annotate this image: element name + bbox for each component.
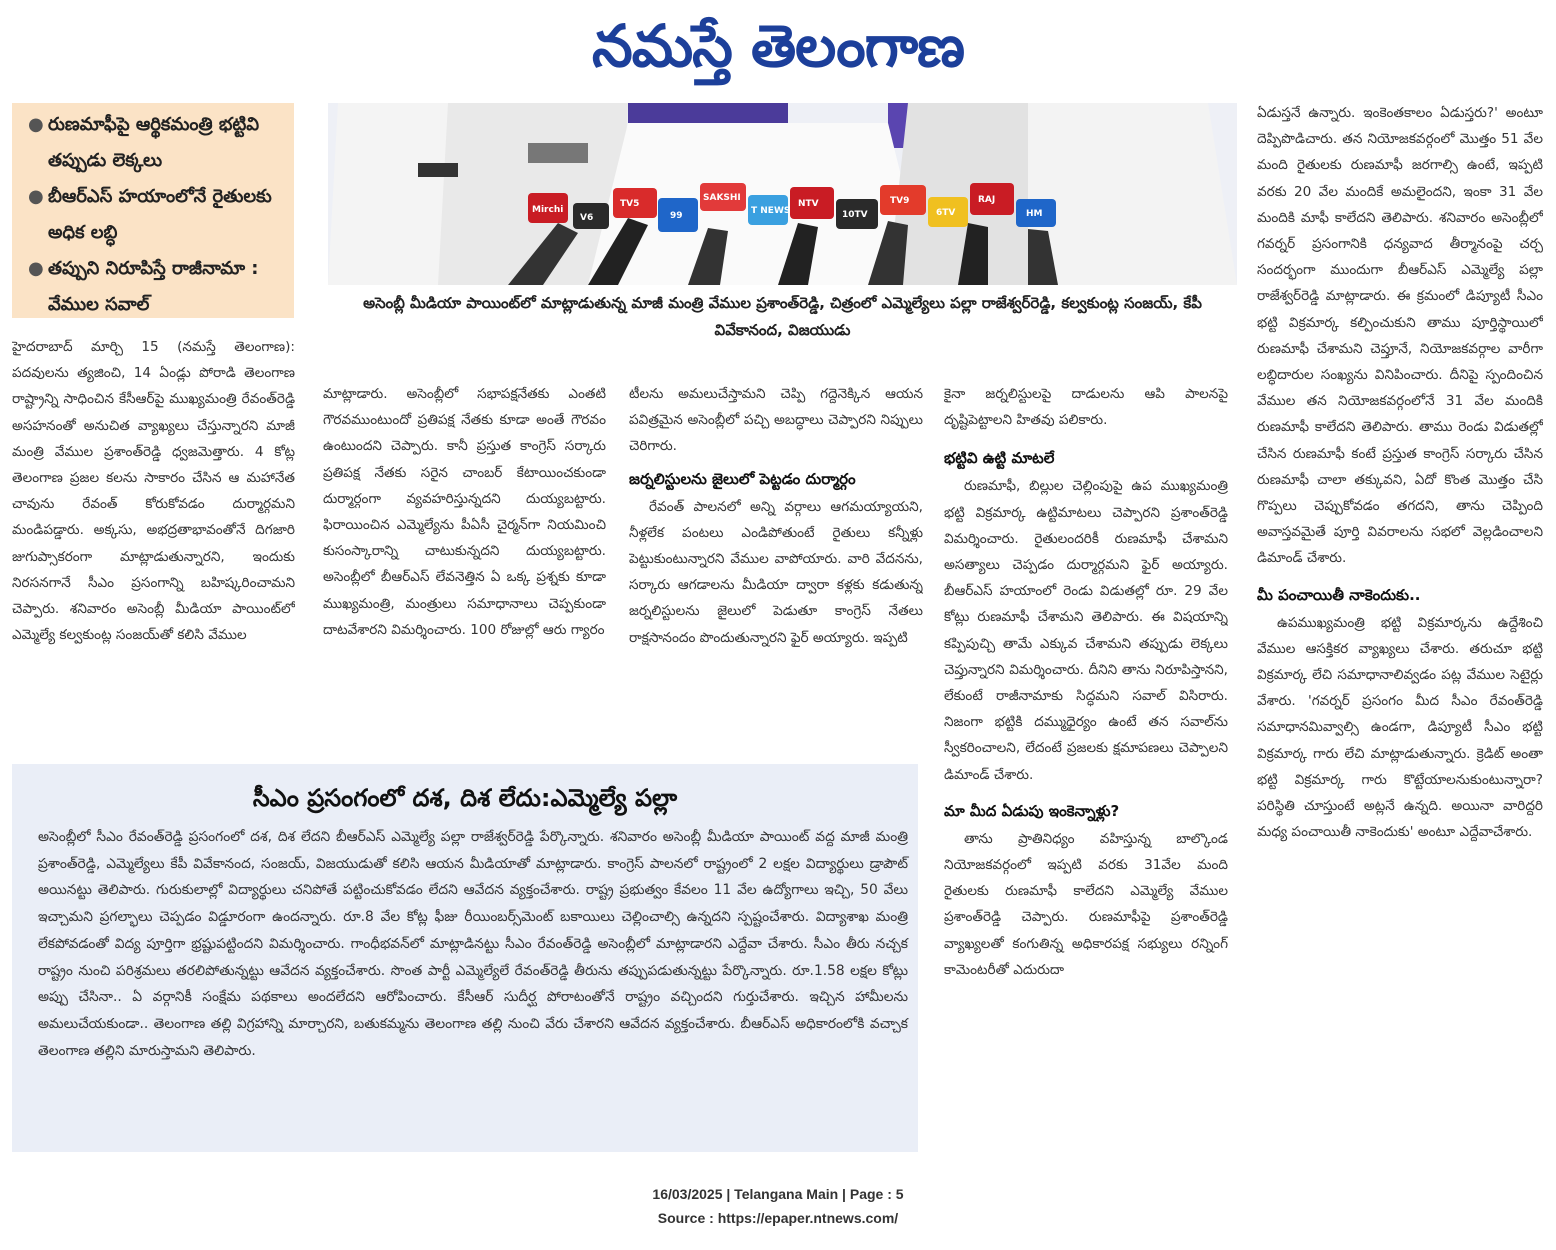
mic-label: TV9 (890, 196, 910, 206)
mic-label: 10TV (842, 210, 868, 220)
column-3-lead: టీలను అమలుచేస్తామని చెప్పి గద్దెనెక్కిన ఆయన పవిత్రమైన అసెంబ్లీలో పచ్చి అబద్ధాలు చెప్పారని నిప్పులు చెరిగారు. (629, 386, 923, 455)
article-column-1: హైదరాబాద్ మార్చి 15 (నమస్తే తెలంగాణ): పదవులను త్యజించి, 14 ఏండ్లు పోరాడి తెలంగాణ రాష్ట్రాన్ని సాధించిన కేసీఆర్‌పై ముఖ్యమంత్రి రేవంత్‌రెడ్డి అసహనంతో అనుచిత వ్యాఖ్యలు చేస్తున్నారని మాజీ మంత్రి వేముల ప్రశాంత్‌రెడ్డి ధ్వజమెత్తారు. 4 కోట్ల తెలంగాణ ప్రజల కలను సాకారం చేసిన ఆ మహానేత చావును రేవంత్ కోరుకోవడం దుర్మార్గమని మండిపడ్డారు. అక్కసు, అభద్రతాభావంతోనే దిగజారి జుగుప్సాకరంగా మాట్లాడుతున్నారని, ఇందుకు నిరసనగానే సీఎం ప్రసంగాన్ని బహిష్కరించామని చెప్పారు. శనివారం అసెంబ్లీ మీడియా పాయింట్‌లో ఎమ్మెల్యే కల్వకుంట్ల సంజయ్‌తో కలిసి వేముల (12, 339, 295, 644)
mic-label: Mirchi (532, 205, 564, 215)
highlight-text: బీఆర్ఎస్ హయాంలోనే రైతులకు అధిక లబ్ధి (48, 186, 272, 243)
mic-label: SAKSHI (703, 193, 741, 203)
highlight-text: తప్పుని నిరూపిస్తే రాజీనామా : వేముల సవాల్ (48, 258, 259, 315)
highlight-text: రుణమాఫీపై ఆర్థికమంత్రి భట్టివి తప్పుడు లెక్కలు (48, 114, 260, 171)
mic-label: HM (1026, 209, 1043, 219)
bullet-icon: ● (28, 258, 44, 279)
article-column-2: మాట్లాడారు. అసెంబ్లీలో సభాపక్షనేతకు ఎంతటి గౌరవముంటుందో ప్రతిపక్ష నేతకు కూడా అంతే గౌరవం ఉంటుందని చెప్పారు. కానీ ప్రస్తుత కాంగ్రెస్ సర్కారు ప్రతిపక్ష నేతకు సరైన చాంబర్ కేటాయించకుండా దుర్మార్గంగా వ్యవహరిస్తున్నదని దుయ్యబట్టారు. ఫిరాయించిన ఎమ్మెల్యేను పీఏసీ చైర్మన్‌గా నియమించి కుసంస్కారాన్ని చాటుకున్నదని దుయ్యబట్టారు. అసెంబ్లీలో బీఆర్ఎస్ లేవనెత్తిన ఏ ఒక్క ప్రశ్నకు కూడా ముఖ్యమంత్రి, మంత్రులు సమాధానాలు చెప్పకుండా దాటవేశారని విమర్శించారు. 100 రోజుల్లో ఆరు గ్యారం (323, 386, 606, 638)
footer-source: Source : https://epaper.ntnews.com/ (657, 1210, 899, 1226)
bullet-icon: ● (28, 186, 44, 207)
highlights-box (12, 103, 294, 318)
column-4-body: రుణమాఫీ, బిల్లుల చెల్లింపుపై ఉప ముఖ్యమంత్రి భట్టి విక్రమార్క ఉట్టిమాటలు చెప్పారని ప్రశాంత్‌రెడ్డి విమర్శించారు. రైతులందరికీ రుణమాఫీ చేశామని అసత్యాలు చెప్పడం దుర్మార్గమని ఫైర్ అయ్యారు. బీఆర్ఎస్ హయాంలో రెండు విడుతల్లో రూ. 29 వేల కోట్లు రుణమాఫీ చేశామని తెలిపారు. ఈ విషయాన్ని కప్పిపుచ్చి తామే ఎక్కువ చేశామని తప్పుడు లెక్కలు చెప్తున్నారని విమర్శించారు. దీనిని తాను నిరూపిస్తానని, లేకుంటే రాజీనామాకు సిద్ధమని సవాల్ విసిరారు. నిజంగా భట్టికి దమ్ముధైర్యం ఉంటే తన సవాల్‌ను స్వీకరించాలని, లేదంటే ప్రజలకు క్షమాపణలు చెప్పాలని డిమాండ్ చేశారు. (944, 478, 1228, 783)
mic-label: TV5 (620, 199, 640, 209)
column-5-body: ఏడుస్తనే ఉన్నారు. ఇంకెంతకాలం ఏడుస్తరు?' అంటూ దెప్పిపొడిచారు. తన నియోజకవర్గంలో మొత్తం 51 వేల మంది రైతులకు రుణమాఫీ జరగాల్సి ఉంటే, ఇప్పటి వరకు 20 వేల మందికే అమలైందని, ఇంకా 31 వేల మందికి మాఫీ కాలేదని తెలిపారు. శనివారం అసెంబ్లీలో గవర్నర్ ప్రసంగానికి ధన్యవాద తీర్మానంపై చర్చ సందర్భంగా ముందుగా బీఆర్ఎస్ ఎమ్మెల్యే పల్లా రాజేశ్వర్‌రెడ్డి మాట్లాడారు. ఈ క్రమంలో డిప్యూటీ సీఎం భట్టి విక్రమార్క కల్పించుకుని తాము పూర్తిస్థాయిలో రుణమాఫీ చేశామని చెప్తూనే, నియోజకవర్గాల వారీగా లబ్ధిదారుల సంఖ్యను వినిపించారు. దీనిపై స్పందించిన వేముల తన నియోజకవర్గంలోనే 31 వేల మందికి రుణమాఫీ కాలేదని తెలిపారు. తాము రెండు విడుతల్లో చేసిన రుణమాఫీ కంటే ప్రస్తుత కాంగ్రెస్ సర్కారు చేసిన రుణమాఫీ చాలా తక్కువని, ఏదో కొంత మొత్తం చేసి గొప్పలు చెప్పుకోవడం తగదని, తాను చెప్పింది అవాస్తవమైతే పూర్తి వివరాలను సభలో వెల్లడించాలని డిమాండ్ చేశారు. (1257, 105, 1543, 567)
highlight-item (12, 179, 294, 251)
sidebar-story-box (12, 764, 918, 1152)
bullet-icon: ● (28, 114, 44, 135)
column-3-body: రేవంత్ పాలనలో అన్ని వర్గాలు ఆగమయ్యాయని, నీళ్లలేక పంటలు ఎండిపోతుంటే రైతులు కన్నీళ్లు పెట్టుకుంటున్నారని వేముల వాపోయారు. వారి వేదనను, సర్కారు ఆగడాలను మీడియా ద్వారా కళ్లకు కడుతున్న జర్నలిస్టులను జైలులో పెడుతూ కాంగ్రెస్ నేతలు రాక్షసానందం పొందుతున్నారని ఫైర్ అయ్యారు. ఇప్పటి (629, 498, 923, 646)
mic-label: 6TV (936, 208, 956, 218)
mic-label: 99 (670, 211, 683, 221)
highlight-item (12, 107, 294, 179)
column-4-body-2: తాను ప్రాతినిధ్యం వహిస్తున్న బాల్కొండ నియోజకవర్గంలో ఇప్పటి వరకు 31వేల మంది రైతులకు రుణమాఫీ కాలేదని ఎమ్మెల్యే వేముల ప్రశాంత్‌రెడ్డి చెప్పారు. రుణమాఫీపై ప్రశాంత్‌రెడ్డి వ్యాఖ్యలతో కంగుతిన్న అధికారపక్ష సభ్యులు రన్నింగ్ కామెంటరీతో ఎదురుదా (944, 830, 1228, 978)
sidebar-story-title: సీఎం ప్రసంగంలో దశ, దిశ లేదు:ఎమ్మెల్యే పల్లా (252, 784, 678, 812)
article-column-3 (629, 381, 923, 747)
photo-caption: అసెంబ్లీ మీడియా పాయింట్‌లో మాట్లాడుతున్న మాజీ మంత్రి వేముల ప్రశాంత్‌రెడ్డి, చిత్రంలో ఎమ్మెల్యేలు పల్లా రాజేశ్వర్‌రెడ్డి, కల్వకుంట్ల సంజయ్, కేపీ వివేకానంద, విజయుడు (363, 294, 1202, 339)
column-5-body-2: ఉపముఖ్యమంత్రి భట్టి విక్రమార్కను ఉద్దేశించి వేముల ఆసక్తికర వ్యాఖ్యలు చేశారు. తరుచూ భట్టి విక్రమార్క లేచి సమాధానాలివ్వడం పట్ల వేముల సెటైర్లు వేశారు. 'గవర్నర్ ప్రసంగం మీద సీఎం రేవంత్‌రెడ్డి సమాధానమివ్వాల్సి ఉండగా, డిప్యూటీ సీఎం భట్టి విక్రమార్క గారు లేచి మాట్లాడుతున్నారు. క్రెడిట్ అంతా భట్టి విక్రమార్క గారు కొట్టేయాలనుకుంటున్నారా? పరిస్థితి చూస్తుంటే అట్లనే ఉన్నది. అయినా వారిద్దరి మధ్య పంచాయితీ నాకెందుకు' అంటూ ఎద్దేవాచేశారు. (1257, 614, 1543, 841)
footer-date-page: 16/03/2025 | Telangana Main | Page : 5 (652, 1186, 904, 1202)
subhead-bhatti: భట్టివి ఉట్టి మాటలే (944, 449, 1055, 468)
subhead-journalists: జర్నలిస్టులను జైలులో పెట్టడం దుర్మార్గం (629, 469, 856, 488)
article-column-4 (944, 381, 1228, 1161)
column-4-lead: కైనా జర్నలిస్టులపై దాడులను ఆపి పాలనపై దృష్టిపెట్టాలని హితవు పలికారు. (944, 386, 1228, 429)
article-column-5 (1257, 100, 1543, 1160)
press-photo-illustration (328, 103, 1237, 285)
subhead-crying: మా మీద ఏడుపు ఇంకెన్నాళ్లు? (944, 801, 1120, 820)
highlight-item (12, 251, 294, 323)
mic-label: V6 (580, 213, 594, 223)
subhead-panchayati: మీ పంచాయితీ నాకెందుకు.. (1257, 585, 1421, 604)
masthead: నమస్తే తెలంగాణ (592, 12, 964, 80)
sidebar-story-text: అసెంబ్లీలో సీఎం రేవంత్‌రెడ్డి ప్రసంగంలో దశ, దిశ లేదని బీఆర్ఎస్ ఎమ్మెల్యే పల్లా రాజేశ్వర్‌రెడ్డి పేర్కొన్నారు. శనివారం అసెంబ్లీ మీడియా పాయింట్ వద్ద మాజీ మంత్రి ప్రశాంత్‌రెడ్డి, ఎమ్మెల్యేలు కేపీ వివేకానంద, సంజయ్, విజయుడుతో కలిసి ఆయన మీడియాతో మాట్లాడారు. కాంగ్రెస్ పాలనలో రాష్ట్రంలో 2 లక్షల విద్యార్థులు డ్రాపౌట్ అయినట్టు తెలిపారు. గురుకులాల్లో విద్యార్థులు చనిపోతే పట్టించుకోవడం లేదని ఆవేదన వ్యక్తంచేశారు. రాష్ట్ర ప్రభుత్వం కేవలం 11 వేల ఉద్యోగాలు ఇచ్చి, 50 వేలు ఇచ్చామని ప్రగల్భాలు చెప్పడం విడ్డూరంగా ఉందన్నారు. రూ.8 వేల కోట్ల ఫీజు రీయింబర్స్‌మెంట్ బకాయిలు చెల్లించాల్సి ఉన్నదని స్పష్టంచేశారు. విద్యాశాఖ మంత్రి లేకపోవడంతో విద్య పూర్తిగా భ్రష్టుపట్టిందని విమర్శించారు. గాంధీభవన్‌లో మాట్లాడినట్టు సీఎం రేవంత్‌రెడ్డి అసెంబ్లీలో మాట్లాడారని ఎద్దేవా చేశారు. సీఎం తీరు నచ్చక రాష్ట్రం నుంచి పరిశ్రమలు తరలిపోతున్నట్టు ఆవేదన వ్యక్తంచేశారు. సొంత పార్టీ ఎమ్మెల్యేలే రేవంత్‌రెడ్డి తీరును తప్పుపడుతున్నట్టు పేర్కొన్నారు. రూ.1.58 లక్షల కోట్లు అప్పు చేసినా.. ఏ వర్గానికీ సంక్షేమ పథకాలు అందలేదని ఆరోపించారు. కేసీఆర్ సుదీర్ఘ పోరాటంతోనే రాష్ట్రం వచ్చిందని గుర్తుచేశారు. ఇచ్చిన హామీలను అమలుచేయకుండా.. తెలంగాణ తల్లి విగ్రహాన్ని మార్చారని, బతుకమ్మను తెలంగాణ తల్లి నుంచి వేరు చేశారని ఆవేదన వ్యక్తంచేశారు. బీఆర్ఎస్ అధికారంలోకి వచ్చాక తెలంగాణ తల్లిని మారుస్తామని తెలిపారు. (38, 829, 908, 1059)
mic-label: T NEWS (751, 206, 791, 216)
mic-label: RAJ (978, 195, 996, 205)
mic-label: NTV (798, 199, 819, 209)
press-photo (328, 103, 1237, 285)
